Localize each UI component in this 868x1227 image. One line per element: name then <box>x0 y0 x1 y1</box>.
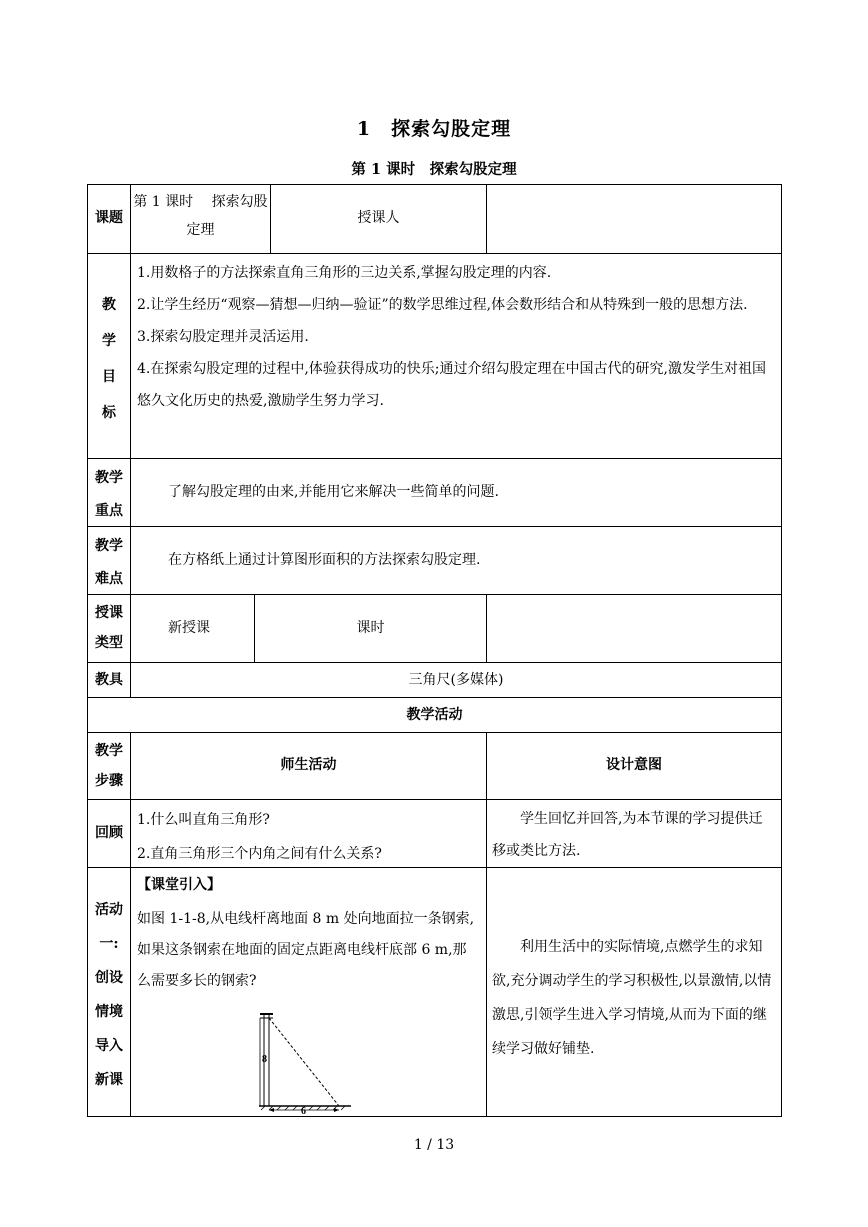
goals-list <box>137 257 777 417</box>
cable-line <box>269 1018 339 1106</box>
class-intro-heading: 【课堂引入】 <box>137 877 221 893</box>
topic-value: 第 1 课时 探索勾股定理 <box>133 194 268 238</box>
activity1-intent: 利用生活中的实际情境,点燃学生的求知欲,充分调动学生的学习积极性,以景激情,以情激思,引领学生进入学习情境,从而为下面的继续学习做好铺垫. <box>492 939 772 1057</box>
goals-label: 教 学 目 标 <box>102 297 116 421</box>
review-item: 2.直角三角形三个内角之间有什么关系? <box>137 846 382 862</box>
activity1-label: 活动 一: 创设 情境 导入 新课 <box>95 902 123 1088</box>
page-title: 1 探索勾股定理 <box>356 118 512 140</box>
pole-cable-figure <box>255 1010 355 1114</box>
difficulty-value: 在方格纸上通过计算图形面积的方法探索勾股定理. <box>168 552 481 568</box>
goal-item: 1.用数格子的方法探索直角三角形的三边关系,掌握勾股定理的内容. <box>137 265 552 281</box>
teacher-label: 授课人 <box>357 210 400 226</box>
key-point-value: 了解勾股定理的由来,并能用它来解决一些简单的问题. <box>168 484 499 500</box>
intent-column-header: 设计意图 <box>606 757 662 773</box>
steps-label: 教学 步骤 <box>95 743 123 789</box>
tools-label: 教具 <box>95 672 123 688</box>
height-label: 8 <box>262 1054 267 1065</box>
difficulty-label: 教学 难点 <box>95 538 123 587</box>
activities-header: 教学活动 <box>406 707 463 723</box>
goal-item: 2.让学生经历“观察—猜想—归纳—验证”的数学思维过程,体会数形结合和从特殊到一般的思想方法. <box>137 297 748 313</box>
goal-item: 4.在探索勾股定理的过程中,体验获得成功的快乐;通过介绍勾股定理在中国古代的研究,激发学生对祖国悠久文化历史的热爱,激励学生努力学习. <box>137 361 766 409</box>
review-item: 1.什么叫直角三角形? <box>137 812 270 828</box>
review-intent: 学生回忆并回答,为本节课的学习提供迁移或类比方法. <box>492 811 763 859</box>
review-label: 回顾 <box>95 825 123 841</box>
tools-value: 三角尺(多媒体) <box>408 672 504 688</box>
type-label: 授课 类型 <box>95 605 123 651</box>
base-label: 6 <box>301 1106 306 1114</box>
key-point-label: 教学 重点 <box>95 470 123 519</box>
activity-column-header: 师生活动 <box>280 757 337 773</box>
hours-label: 课时 <box>356 620 385 636</box>
lesson-subtitle: 第 1 课时 探索勾股定理 <box>351 161 517 178</box>
activity1-text: 如图 1-1-8,从电线杆离地面 8 m 处向地面拉一条钢索,如果这条钢索在地面的固定点距离电线杆底部 6 m,那么需要多长的钢索? <box>137 911 475 989</box>
page-number: 1 / 13 <box>413 1137 455 1153</box>
topic-label: 课题 <box>95 210 123 226</box>
goal-item: 3.探索勾股定理并灵活运用. <box>137 329 309 345</box>
review-questions <box>137 803 482 871</box>
type-value: 新授课 <box>168 620 210 636</box>
